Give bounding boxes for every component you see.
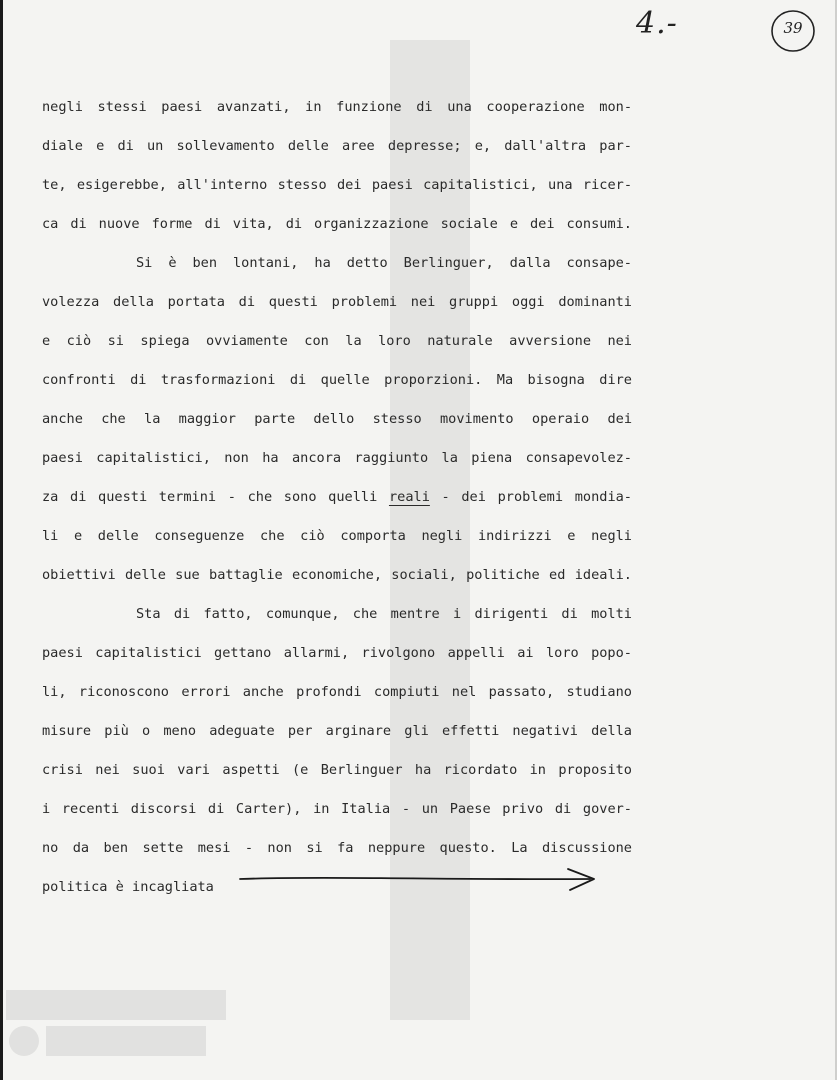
text-line: e ciò si spiega ovviamente con la loro naturale avversione nei: [42, 333, 632, 349]
text-line: misure più o meno adeguate per arginare gli effetti negativi della: [42, 723, 632, 739]
text-line: ca di nuove forme di vita, di organizzazione sociale e dei consumi.: [42, 216, 632, 232]
text-line: no da ben sette mesi - non si fa neppure questo. La discussione: [42, 840, 632, 856]
text-line: paesi capitalistici gettano allarmi, rivolgono appelli ai loro popo-: [42, 645, 632, 661]
text-line: anche che la maggior parte dello stesso movimento operaio dei: [42, 411, 632, 427]
text-line: crisi nei suoi vari aspetti (e Berlinguer ha ricordato in proposito: [42, 762, 632, 778]
scan-edge-left: [0, 0, 3, 1080]
underlined-word: reali: [388, 489, 430, 505]
text-line: i recenti discorsi di Carter), in Italia - un Paese privo di gover-: [42, 801, 632, 817]
stamp-number: 39: [783, 19, 803, 37]
text-line: li, riconoscono errori anche profondi compiuti nel passato, studiano: [42, 684, 632, 700]
text-line: obiettivi delle sue battaglie economiche, sociali, politiche ed ideali.: [42, 567, 632, 583]
text-line: te, esigerebbe, all'interno stesso dei paesi capitalistici, una ricer-: [42, 177, 632, 193]
text-line: volezza della portata di questi problemi nei gruppi oggi dominanti: [42, 294, 632, 310]
text-line: li e delle conseguenze che ciò comporta negli indirizzi e negli: [42, 528, 632, 544]
text-line: negli stessi paesi avanzati, in funzione di una cooperazione mon-: [42, 99, 632, 115]
text-line: Sta di fatto, comunque, che mentre i dirigenti di molti: [136, 606, 632, 622]
handwritten-page-number: 4.-: [636, 6, 678, 41]
typewritten-body: [42, 94, 632, 913]
text-line: paesi capitalistici, non ha ancora raggiunto la piena consapevolez-: [42, 450, 632, 466]
text-line: politica è incagliata: [42, 879, 214, 895]
text-line: confronti di trasformazioni di quelle proporzioni. Ma bisogna dire: [42, 372, 632, 388]
handwritten-arrow: [238, 864, 600, 894]
text-line: Si è ben lontani, ha detto Berlinguer, dalla consape-: [136, 255, 632, 271]
foundation-logo-watermark: [6, 990, 226, 1060]
text-line-with-underline: za di questi termini - che sono quelli reali - dei problemi mondia-: [42, 489, 632, 505]
text-line: diale e di un sollevamento delle aree depresse; e, dall'altra par-: [42, 138, 632, 154]
